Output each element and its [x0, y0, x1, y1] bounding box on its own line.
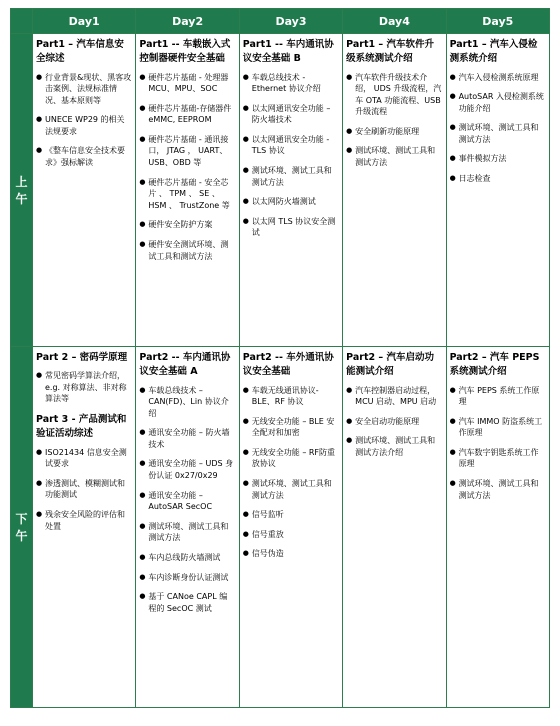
topic-item: ● 车内总线防火墙测试: [139, 552, 234, 564]
topic-item: ● 行业背景&现状、黑客攻击案例、法规标准情况、基本原则等: [36, 72, 131, 107]
section-title: Part2 -- 车内通讯协议安全基础 A: [139, 352, 231, 378]
day5-afternoon-cell: [446, 347, 549, 708]
topic-item: ● 硬件芯片基础 - 处理器 MCU、MPU、SOC: [139, 72, 234, 95]
topic-item: ● 汽车 IMMO 防盗系统工作原理: [450, 416, 545, 439]
topic-item: ● 信号监听: [243, 509, 338, 521]
day2-afternoon-cell: [136, 347, 239, 708]
section-title: Part1 -- 车载嵌入式控制器硬件安全基础: [139, 39, 231, 65]
topic-item: ● ISO21434 信息安全测试要求: [36, 447, 131, 470]
topic-item: ● 通讯安全功能 – AutoSAR SecOC: [139, 490, 234, 513]
topic-item: ● 车内诊断身份认证测试: [139, 572, 234, 584]
morning-label: 上午: [11, 34, 33, 347]
topic-item: ● 《整车信息安全技术要求》强标解读: [36, 145, 131, 168]
topic-item: ● 测试环境、测试工具和测试方法: [139, 521, 234, 544]
topic-item: ● 事件模拟方法: [450, 153, 545, 165]
day3-morning-cell: [239, 34, 342, 347]
topic-item: ● 测试环境、测试工具和测试方法: [243, 478, 338, 501]
day2-header: Day2: [136, 9, 239, 34]
afternoon-label: 下午: [11, 347, 33, 708]
day1-morning-cell: [33, 34, 136, 347]
topic-item: ● 无线安全功能 – BLE 安全配对和加密: [243, 416, 338, 439]
day3-afternoon-cell: [239, 347, 342, 708]
section-title: Part1 -- 车内通讯协议安全基础 B: [242, 39, 334, 65]
topic-item: ● AutoSAR 入侵检测系统功能介绍: [450, 91, 545, 114]
section-title: Part 3 - 产品测试和验证活动综述: [36, 414, 127, 440]
topic-item: ● 硬件芯片基础 - 安全芯片 、 TPM 、 SE 、 HSM 、 TrustZone 等: [139, 177, 234, 212]
day4-header: Day4: [343, 9, 446, 34]
topic-list: [243, 385, 338, 561]
topic-item: ● 以太网通讯安全功能 – 防火墙技术: [243, 103, 338, 126]
topic-item: ● 汽车数字钥匙系统工作原理: [450, 447, 545, 470]
topic-list: [450, 385, 545, 502]
day4-morning-cell: [343, 34, 446, 347]
topic-item: ● 硬件安全测试环境、测试工具和测试方法: [139, 239, 234, 262]
section-title: Part1 – 汽车入侵检测系统介绍: [449, 39, 538, 65]
day4-afternoon-cell: [343, 347, 446, 708]
topic-item: ● 以太网通讯安全功能 - TLS 协议: [243, 134, 338, 157]
section-title: Part1 – 汽车软件升级系统测试介绍: [346, 39, 434, 65]
topic-list: [243, 72, 338, 240]
topic-item: ● 测试环境、测试工具和测试方法: [243, 165, 338, 188]
topic-item: ● UNECE WP29 的相关法规要求: [36, 114, 131, 137]
topic-list: [36, 370, 131, 405]
topic-item: ● 信号重放: [243, 529, 338, 541]
topic-item: ● 通讯安全功能 – 防火墙技术: [139, 427, 234, 450]
topic-item: ● 常见密码学算法介绍，e.g. 对称算法、非对称算法等: [36, 370, 131, 405]
topic-item: ● 测试环境、测试工具和测试方法: [450, 122, 545, 145]
day3-header: Day3: [239, 9, 342, 34]
header-row: [11, 9, 550, 34]
topic-item: ● 安全刷新功能原理: [346, 126, 441, 138]
topic-item: ● 测试环境、测试工具和测试方法: [450, 478, 545, 501]
topic-item: ● 车载总线技术 - Ethernet 协议介绍: [243, 72, 338, 95]
topic-item: ● 无线安全功能 – RF防重放协议: [243, 447, 338, 470]
topic-item: ● 信号伪造: [243, 548, 338, 560]
training-schedule-table: [10, 8, 550, 708]
topic-list: [139, 385, 234, 615]
topic-item: ● 汽车软件升级技术介绍， UDS 升级流程，汽车 OTA 功能流程、USB 升级流程: [346, 72, 441, 118]
topic-item: ● 日志检查: [450, 173, 545, 185]
topic-item: ● 硬件芯片基础-存储器件 eMMC, EEPROM: [139, 103, 234, 126]
topic-list: [346, 72, 441, 169]
section-title: Part1 – 汽车信息安全综述: [36, 39, 124, 65]
topic-item: ● 以太网 TLS 协议安全测试: [243, 216, 338, 239]
corner-cell: [11, 9, 33, 34]
topic-item: ● 以太网防火墙测试: [243, 196, 338, 208]
morning-row: [11, 34, 550, 347]
topic-item: ● 通讯安全功能 – UDS 身份认证 0x27/0x29: [139, 458, 234, 481]
topic-item: ● 测试环境、测试工具和测试方法介绍: [346, 435, 441, 458]
afternoon-row: [11, 347, 550, 708]
topic-item: ● 硬件安全防护方案: [139, 219, 234, 231]
topic-list: [346, 385, 441, 459]
topic-item: ● 安全启动功能原理: [346, 416, 441, 428]
section-title: Part2 -- 车外通讯协议安全基础: [242, 352, 334, 378]
day1-header: Day1: [33, 9, 136, 34]
topic-item: ● 汽车控制器启动过程，MCU 启动、MPU 启动: [346, 385, 441, 408]
topic-list: [450, 72, 545, 185]
topic-item: ● 汽车 PEPS 系统工作原理: [450, 385, 545, 408]
topic-item: ● 车载总线技术 – CAN(FD)、Lin 协议介绍: [139, 385, 234, 420]
section-title: Part 2 – 密码学原理: [36, 352, 128, 363]
topic-list: [36, 447, 131, 533]
section-title: Part2 – 汽车启动功能测试介绍: [346, 352, 434, 378]
topic-list: [36, 72, 131, 169]
section-title: Part2 – 汽车 PEPS 系统测试介绍: [449, 352, 540, 378]
topic-item: ● 残余安全风险的评估和处置: [36, 509, 131, 532]
day5-morning-cell: [446, 34, 549, 347]
topic-item: ● 基于 CANoe CAPL 编程的 SecOC 测试: [139, 591, 234, 614]
topic-item: ● 渗透测试、模糊测试和功能测试: [36, 478, 131, 501]
day5-header: Day5: [446, 9, 549, 34]
day1-afternoon-cell: [33, 347, 136, 708]
topic-list: [139, 72, 234, 263]
topic-item: ● 测试环境、测试工具和测试方法: [346, 145, 441, 168]
day2-morning-cell: [136, 34, 239, 347]
topic-item: ● 硬件芯片基础 - 通讯接口， JTAG ， UART、USB、OBD 等: [139, 134, 234, 169]
topic-item: ● 汽车入侵检测系统原理: [450, 72, 545, 84]
topic-item: ● 车载无线通讯协议-BLE、RF 协议: [243, 385, 338, 408]
